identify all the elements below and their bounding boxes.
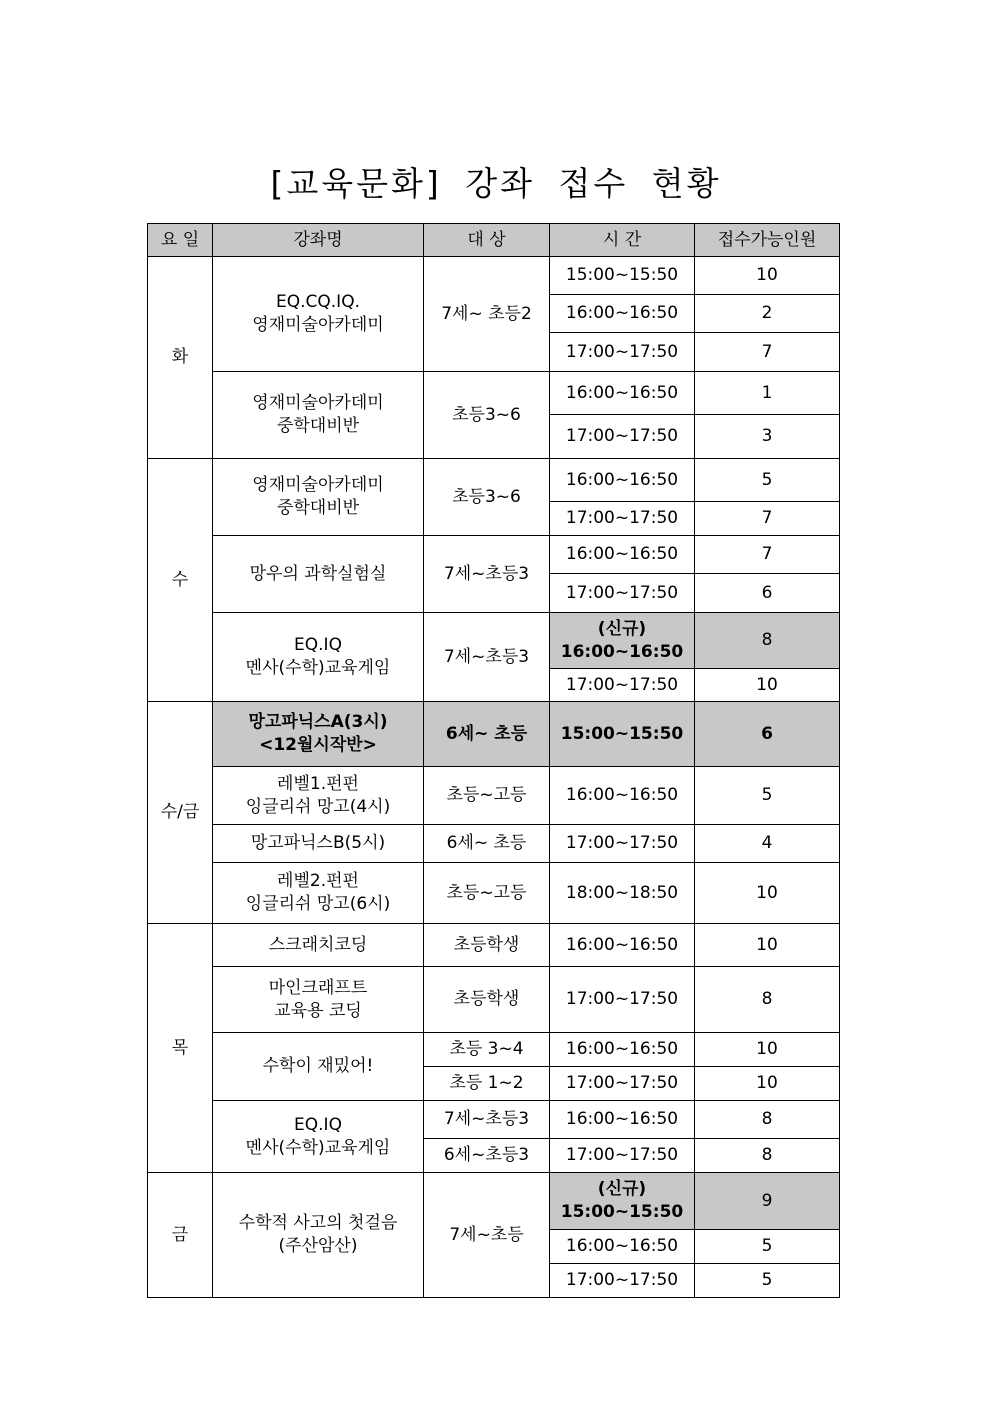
capacity-cell: 2	[695, 295, 840, 333]
course-target: 초등 1~2	[424, 1067, 550, 1101]
time-cell: 17:00~17:50	[550, 967, 695, 1033]
course-target: 초등3~6	[424, 459, 550, 536]
capacity-cell: 7	[695, 333, 840, 372]
time-cell: 16:00~16:50	[550, 536, 695, 574]
table-row	[148, 1173, 840, 1230]
capacity-cell: 10	[695, 669, 840, 702]
table-row	[148, 1101, 840, 1139]
course-name: 레벨1.펀펀 잉글리쉬 망고(4시)	[213, 767, 424, 825]
course-name: 마인크래프트 교육용 코딩	[213, 967, 424, 1033]
page-title: [교육문화] 강좌 접수 현황	[270, 164, 722, 203]
time-cell: 16:00~16:50	[550, 1101, 695, 1139]
time-cell: 16:00~16:50	[550, 459, 695, 502]
course-name: 수학이 재밌어!	[213, 1033, 424, 1101]
header-capacity: 접수가능인원	[695, 224, 840, 257]
table-row	[148, 536, 840, 574]
capacity-cell: 8	[695, 1101, 840, 1139]
capacity-cell: 5	[695, 459, 840, 502]
capacity-cell: 10	[695, 1067, 840, 1101]
course-target: 초등 3~4	[424, 1033, 550, 1067]
course-target: 7세~초등3	[424, 1101, 550, 1139]
time-cell-new: (신규) 15:00~15:50	[550, 1173, 695, 1230]
course-target: 초등학생	[424, 924, 550, 967]
time-cell: 17:00~17:50	[550, 1067, 695, 1101]
capacity-cell: 6	[695, 574, 840, 613]
time-cell: 16:00~16:50	[550, 924, 695, 967]
capacity-cell: 7	[695, 536, 840, 574]
course-target: 6세~ 초등	[424, 702, 550, 767]
time-cell: 15:00~15:50	[550, 257, 695, 295]
capacity-cell: 4	[695, 825, 840, 863]
course-target: 7세~초등	[424, 1173, 550, 1298]
course-name: 수학적 사고의 첫걸음 (주산암산)	[213, 1173, 424, 1298]
table-row	[148, 257, 840, 295]
header-course: 강좌명	[213, 224, 424, 257]
capacity-cell: 5	[695, 767, 840, 825]
time-cell-new: (신규) 16:00~16:50	[550, 613, 695, 669]
capacity-cell: 10	[695, 863, 840, 924]
day-cell: 화	[148, 257, 213, 459]
table-row	[148, 459, 840, 502]
header-row	[148, 224, 840, 257]
capacity-cell: 1	[695, 372, 840, 415]
course-target: 초등학생	[424, 967, 550, 1033]
capacity-cell: 8	[695, 1139, 840, 1173]
day-cell: 금	[148, 1173, 213, 1298]
header-time: 시 간	[550, 224, 695, 257]
course-name: EQ.IQ 멘사(수학)교육게임	[213, 1101, 424, 1173]
time-cell: 17:00~17:50	[550, 502, 695, 536]
time-cell: 17:00~17:50	[550, 1139, 695, 1173]
table-row	[148, 702, 840, 767]
course-name: 망우의 과학실험실	[213, 536, 424, 613]
capacity-cell: 10	[695, 924, 840, 967]
course-name: 망고파닉스B(5시)	[213, 825, 424, 863]
course-name: 영재미술아카데미 중학대비반	[213, 459, 424, 536]
time-cell: 17:00~17:50	[550, 669, 695, 702]
course-target: 초등~고등	[424, 863, 550, 924]
time-cell: 16:00~16:50	[550, 767, 695, 825]
schedule-table	[147, 223, 840, 1298]
table-row	[148, 924, 840, 967]
course-target: 초등3~6	[424, 372, 550, 459]
time-cell: 16:00~16:50	[550, 372, 695, 415]
course-name: 스크래치코딩	[213, 924, 424, 967]
course-target: 7세~초등3	[424, 613, 550, 702]
day-cell: 수/금	[148, 702, 213, 924]
capacity-cell: 8	[695, 967, 840, 1033]
course-target: 7세~ 초등2	[424, 257, 550, 372]
time-cell: 17:00~17:50	[550, 415, 695, 459]
capacity-cell: 9	[695, 1173, 840, 1230]
capacity-cell: 10	[695, 257, 840, 295]
course-target: 6세~ 초등	[424, 825, 550, 863]
time-cell: 17:00~17:50	[550, 1264, 695, 1298]
course-target: 6세~초등3	[424, 1139, 550, 1173]
course-name: 레벨2.펀펀 잉글리쉬 망고(6시)	[213, 863, 424, 924]
table-row	[148, 967, 840, 1033]
course-name: EQ.IQ 멘사(수학)교육게임	[213, 613, 424, 702]
course-target: 7세~초등3	[424, 536, 550, 613]
table-row	[148, 863, 840, 924]
header-target: 대 상	[424, 224, 550, 257]
time-cell: 17:00~17:50	[550, 574, 695, 613]
table-row	[148, 1033, 840, 1067]
day-cell: 수	[148, 459, 213, 702]
table-row	[148, 767, 840, 825]
capacity-cell: 7	[695, 502, 840, 536]
time-cell: 16:00~16:50	[550, 1230, 695, 1264]
time-cell: 18:00~18:50	[550, 863, 695, 924]
time-cell: 15:00~15:50	[550, 702, 695, 767]
capacity-cell: 10	[695, 1033, 840, 1067]
course-name: 영재미술아카데미 중학대비반	[213, 372, 424, 459]
capacity-cell: 8	[695, 613, 840, 669]
table-row	[148, 372, 840, 415]
time-cell: 17:00~17:50	[550, 333, 695, 372]
table-row	[148, 613, 840, 669]
table-row	[148, 825, 840, 863]
header-day: 요 일	[148, 224, 213, 257]
course-target: 초등~고등	[424, 767, 550, 825]
capacity-cell: 5	[695, 1264, 840, 1298]
time-cell: 16:00~16:50	[550, 295, 695, 333]
time-cell: 16:00~16:50	[550, 1033, 695, 1067]
time-cell: 17:00~17:50	[550, 825, 695, 863]
capacity-cell: 3	[695, 415, 840, 459]
capacity-cell: 5	[695, 1230, 840, 1264]
capacity-cell: 6	[695, 702, 840, 767]
day-cell: 목	[148, 924, 213, 1173]
course-name: 망고파닉스A(3시) <12월시작반>	[213, 702, 424, 767]
course-name: EQ.CQ.IQ. 영재미술아카데미	[213, 257, 424, 372]
